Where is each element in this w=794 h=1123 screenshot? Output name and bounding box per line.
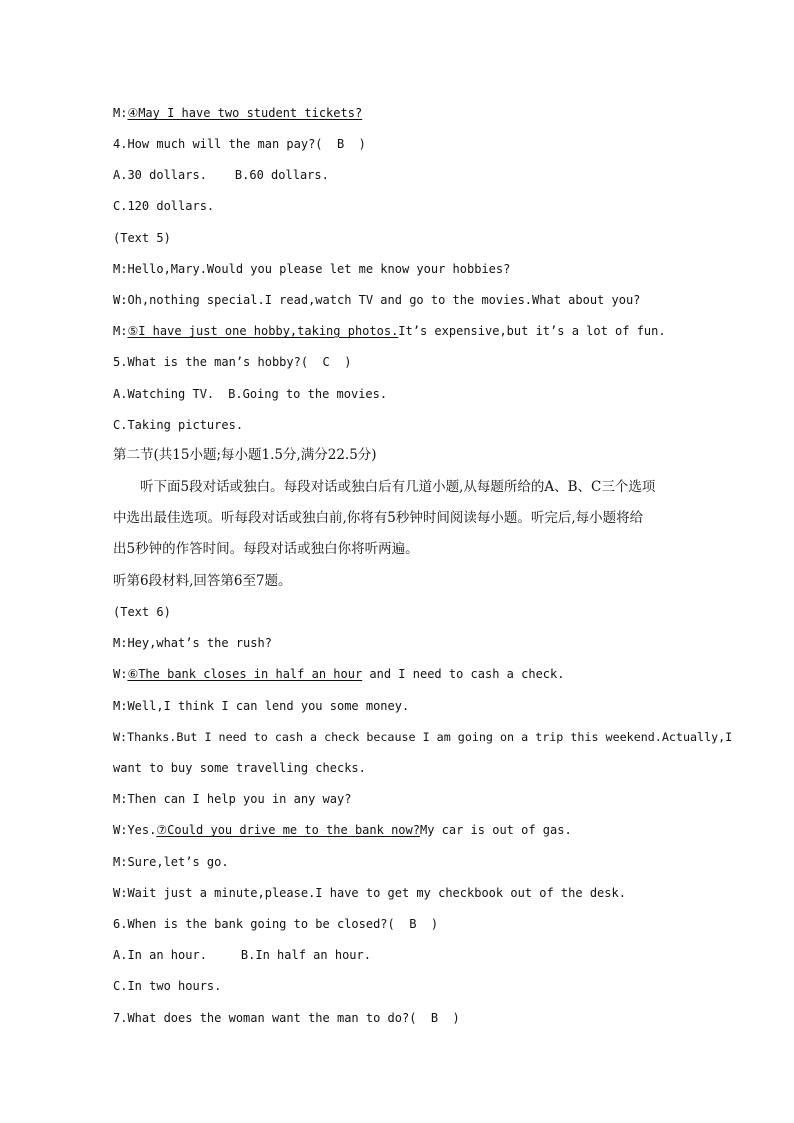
option-b: B.60 dollars.	[234, 168, 329, 182]
dialogue-line: M:Well,I think I can lend you some money.	[113, 699, 410, 713]
underlined-answer-cue: ⑥The bank closes in half an hour	[127, 667, 363, 681]
dialogue-line	[113, 323, 694, 339]
dialogue-line: W:Oh,nothing special.I read,watch TV and go to the movies.What about you?	[113, 293, 641, 307]
question-6-options-ab	[113, 947, 694, 963]
option-a: A.In an hour.	[113, 948, 207, 962]
speaker-label: M:	[113, 324, 128, 338]
dialogue-line: M:Then can I help you in any way?	[113, 792, 352, 806]
dialogue-line	[113, 666, 694, 682]
option-a: A.Watching TV.	[113, 387, 215, 401]
speaker-label: M:	[113, 106, 128, 120]
instruction-line: 出5秒钟的作答时间。每段对话或独白你将听两遍。	[113, 541, 419, 557]
underlined-answer-cue: ⑤I have just one hobby,taking photos.	[127, 324, 399, 338]
question-5: 5.What is the man’s hobby?( C )	[113, 355, 352, 369]
option-c: C.120 dollars.	[113, 199, 215, 213]
option-b: B.Going to the movies.	[228, 387, 388, 401]
option-c: C.In two hours.	[113, 979, 222, 993]
underlined-answer-cue: ⑦Could you drive me to the bank now?	[156, 823, 420, 837]
option-b: B.In half an hour.	[240, 948, 371, 962]
dialogue-line	[113, 822, 694, 838]
dialogue-line: want to buy some travelling checks.	[113, 761, 366, 775]
dialogue-line	[113, 105, 694, 121]
text-6-label: (Text 6)	[113, 605, 171, 619]
text-5-label: (Text 5)	[113, 231, 171, 245]
question-6: 6.When is the bank going to be closed?( B )	[113, 917, 439, 931]
option-a: A.30 dollars.	[113, 168, 207, 182]
instruction-line: 中选出最佳选项。听每段对话或独白前,你将有5秒钟时间阅读每小题。听完后,每小题将给	[113, 510, 644, 526]
dialogue-rest: My car is out of gas.	[419, 823, 572, 837]
section-heading: 第二节(共15小题;每小题1.5分,满分22.5分)	[113, 447, 377, 463]
dialogue-line: M:Hey,what’s the rush?	[113, 636, 272, 650]
underlined-answer-cue: ④May I have two student tickets?	[127, 106, 363, 120]
dialogue-rest: It’s expensive,but it’s a lot of fun.	[398, 324, 666, 338]
question-5-options-ab	[113, 386, 694, 402]
question-4-options-ab	[113, 167, 694, 183]
speaker-label: W:Yes.	[113, 823, 157, 837]
question-4: 4.How much will the man pay?( B )	[113, 137, 366, 151]
dialogue-line: M:Sure,let’s go.	[113, 855, 229, 869]
dialogue-line: W:Wait just a minute,please.I have to get my checkbook out of the desk.	[113, 886, 626, 900]
material-instruction: 听第6段材料,回答第6至7题。	[113, 573, 292, 589]
dialogue-line: M:Hello,Mary.Would you please let me know your hobbies?	[113, 262, 511, 276]
question-7: 7.What does the woman want the man to do?( B )	[113, 1011, 460, 1025]
option-c: C.Taking pictures.	[113, 418, 244, 432]
instruction-line: 听下面5段对话或独白。每段对话或独白后有几道小题,从每题所给的A、B、C三个选项	[140, 479, 656, 495]
speaker-label: W:	[113, 667, 128, 681]
dialogue-rest: and I need to cash a check.	[362, 667, 565, 681]
dialogue-line: W:Thanks.But I need to cash a check because I am going on a trip this weekend.Actually,I	[113, 730, 733, 744]
